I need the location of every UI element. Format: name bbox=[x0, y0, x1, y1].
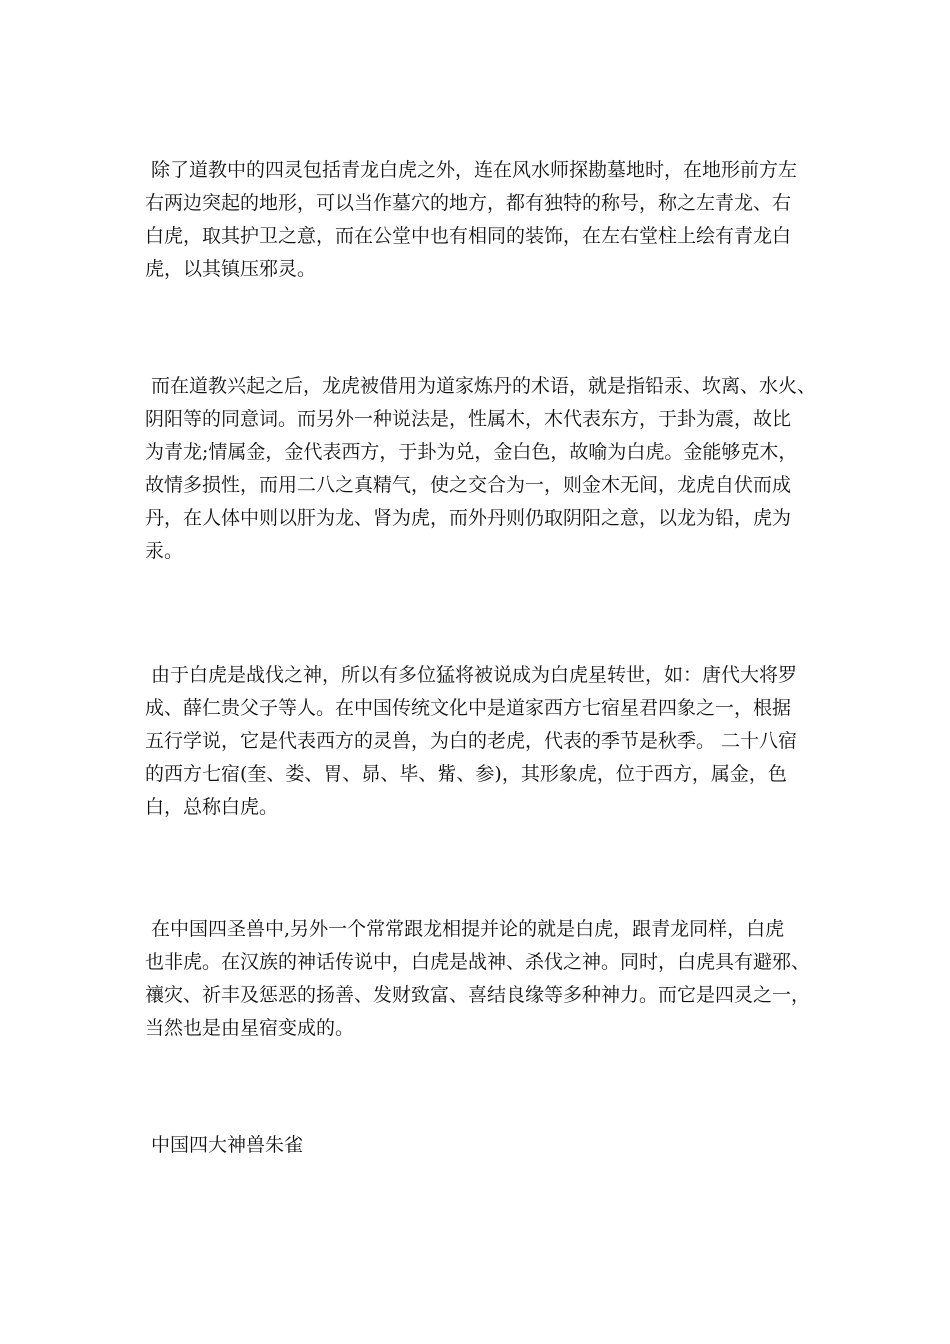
text-line: 成、薛仁贵父子等人。在中国传统文化中是道家西方七宿星君四象之一，根据 bbox=[145, 697, 792, 719]
text-line: 由于白虎是战伐之神，所以有多位猛将被说成为白虎星转世，如：唐代大将罗 bbox=[145, 664, 798, 686]
text-line: 右两边突起的地形，可以当作墓穴的地方，都有独特的称号，称之左青龙、右 bbox=[145, 192, 792, 214]
text-line: 为青龙;情属金，金代表西方，于卦为兑，金白色，故喻为白虎。金能够克木， bbox=[145, 441, 798, 463]
text-line: 白，总称白虎。 bbox=[145, 796, 279, 818]
text-line: 除了道教中的四灵包括青龙白虎之外，连在风水师探勘墓地时，在地形前方左 bbox=[145, 159, 798, 181]
text-line: 故情多损性，而用二八之真精气，使之交合为一，则金木无间，龙虎自伏而成 bbox=[145, 474, 792, 496]
paragraph-alchemy bbox=[145, 370, 816, 568]
text-line: 中国四大神兽朱雀 bbox=[145, 1134, 304, 1156]
paragraph-feng-shui bbox=[145, 154, 797, 286]
text-line: 虎，以其镇压邪灵。 bbox=[145, 258, 317, 280]
section-heading-vermilion-bird bbox=[145, 1129, 303, 1162]
text-line: 禳灾、祈丰及惩恶的扬善、发财致富、喜结良缘等多种神力。而它是四灵之一， bbox=[145, 984, 811, 1006]
text-line: 的西方七宿(奎、娄、胃、昴、毕、觜、参)，其形象虎，位于西方，属金，色 bbox=[145, 763, 787, 785]
text-line: 当然也是由星宿变成的。 bbox=[145, 1017, 355, 1039]
text-line: 而在道教兴起之后，龙虎被借用为道家炼丹的术语，就是指铅汞、坎离、水火、 bbox=[145, 375, 817, 397]
paragraph-four-beasts bbox=[145, 913, 810, 1045]
text-line: 汞。 bbox=[145, 540, 184, 562]
text-line: 在中国四圣兽中,另外一个常常跟龙相提并论的就是白虎，跟青龙同样，白虎 bbox=[145, 918, 785, 940]
text-line: 五行学说，它是代表西方的灵兽，为白的老虎，代表的季节是秋季。 二十八宿 bbox=[145, 730, 798, 752]
text-line: 也非虎。在汉族的神话传说中，白虎是战神、杀伐之神。同时，白虎具有避邪、 bbox=[145, 951, 811, 973]
text-line: 阴阳等的同意词。而另外一种说法是，性属木，木代表东方，于卦为震，故比 bbox=[145, 408, 792, 430]
text-line: 白虎，取其护卫之意，而在公堂中也有相同的装饰，在左右堂柱上绘有青龙白 bbox=[145, 225, 792, 247]
text-line: 丹，在人体中则以肝为龙、肾为虎，而外丹则仍取阴阳之意，以龙为铅，虎为 bbox=[145, 507, 792, 529]
paragraph-war-god bbox=[145, 659, 797, 824]
